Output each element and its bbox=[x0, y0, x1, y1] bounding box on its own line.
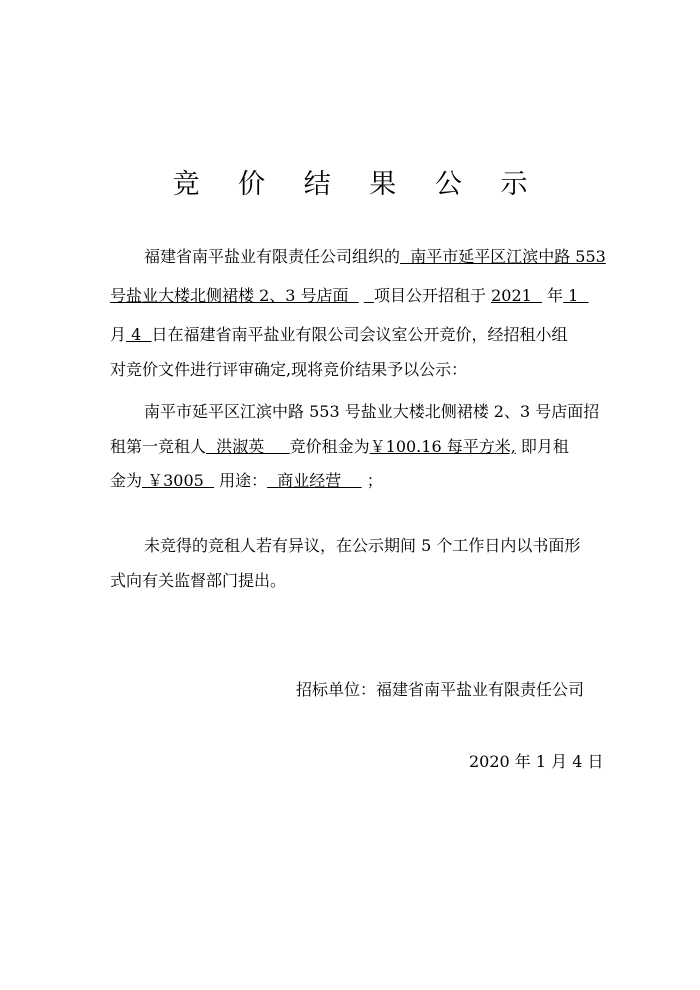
para2-winner-label: 租第一竞租人 bbox=[110, 437, 207, 456]
para1-venue: 日在福建省南平盐业有限公司会议室公开竞价，经招租小组 bbox=[151, 325, 568, 344]
para1-month: 1 bbox=[563, 286, 589, 305]
para2-price-label: 竞价租金为 bbox=[289, 437, 370, 456]
para1-organizer: 福建省南平盐业有限责任公司组织的 bbox=[144, 247, 401, 266]
para2-amount-value: ￥3005 bbox=[142, 471, 214, 490]
para2-price-value: ￥100.16 每平方米, bbox=[369, 437, 516, 456]
para1-day: 4 bbox=[126, 325, 152, 344]
para1-project-location-cont: 号盐业大楼北侧裙楼 2、3 号店面 bbox=[110, 286, 359, 305]
para1-line2 bbox=[110, 285, 589, 307]
para2-end: ； bbox=[361, 471, 383, 490]
para2-use-value: 商业经营 bbox=[267, 471, 362, 490]
para2-line1: 南平市延平区江滨中路 553 号盐业大楼北侧裙楼 2、3 号店面招 bbox=[144, 402, 600, 421]
para2-line3 bbox=[110, 470, 383, 492]
para2-use-label: 用途： bbox=[214, 471, 268, 490]
para1-nian: 年 bbox=[541, 286, 564, 305]
para2-winner-name: 洪淑英 bbox=[206, 437, 290, 456]
issuer: 招标单位：福建省南平盐业有限责任公司 bbox=[296, 680, 585, 699]
para1-blank bbox=[364, 286, 374, 305]
para2-monthly-label: 即月租 bbox=[515, 437, 569, 456]
para1-line1 bbox=[144, 246, 606, 268]
para1-project-text: 项目公开招租于 bbox=[373, 286, 492, 305]
para2-line2 bbox=[110, 436, 569, 458]
para1-yue: 月 bbox=[110, 325, 127, 344]
issue-date: 2020 年 1 月 4 日 bbox=[469, 752, 604, 771]
para3-line1: 未竞得的竞租人若有异议，在公示期间 5 个工作日内以书面形 bbox=[144, 536, 581, 555]
document-title: 竞 价 结 果 公 示 bbox=[172, 169, 543, 200]
para1-line4: 对竞价文件进行评审确定,现将竞价结果予以公示： bbox=[110, 360, 468, 379]
para1-year: 2021 bbox=[491, 286, 542, 305]
para1-project-location: 南平市延平区江滨中路 553 bbox=[400, 247, 606, 266]
para3-line2: 式向有关监督部门提出。 bbox=[110, 571, 287, 590]
para1-line3 bbox=[110, 324, 567, 346]
para2-amount-label: 金为 bbox=[110, 471, 143, 490]
